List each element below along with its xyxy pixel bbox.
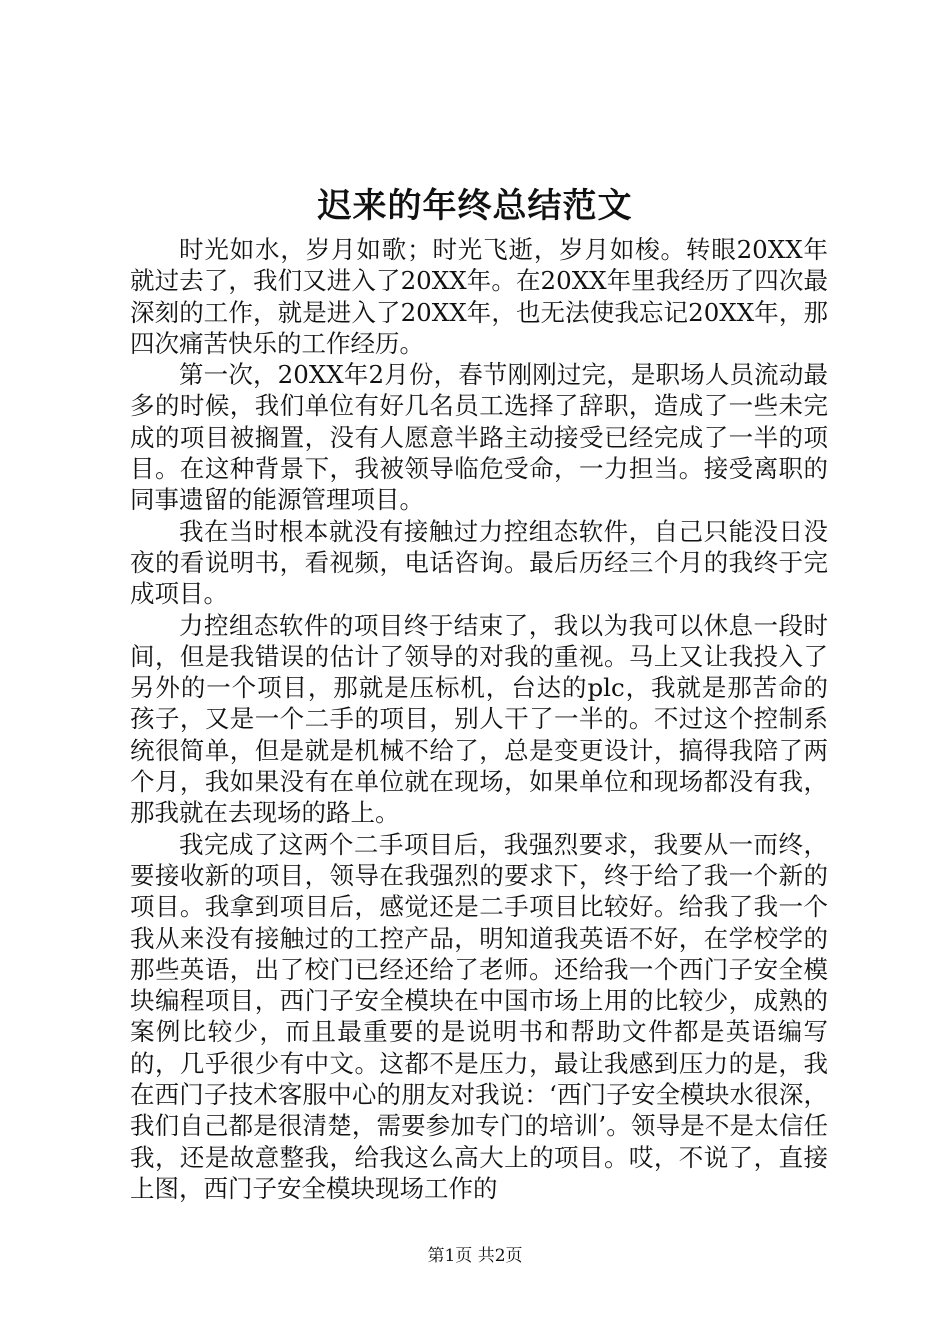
paragraph-4: 力控组态软件的项目终于结束了，我以为我可以休息一段时间，但是我错误的估计了领导的对我的重视。马上又让我投入了另外的一个项目，那就是压标机，台达的plc，我就是那苦命的孩子，又是一个二手的项目，别人干了一半的。不过这个控制系统很简单，但是就是机械不给了，总是变更设计，搞得我陪了两个月，我如果没有在单位就在现场，如果单位和现场都没有我，那我就在去现场的路上。 <box>130 610 828 828</box>
page-number-footer: 第1页 共2页 <box>427 1246 523 1266</box>
paragraph-5: 我完成了这两个二手项目后，我强烈要求，我要从一而终，要接收新的项目，领导在我强烈的要求下，终于给了我一个新的项目。我拿到项目后，感觉还是二手项目比较好。给我了我一个我从来没有接触过的工控产品，明知道我英语不好，在学校学的那些英语，出了校门已经还给了老师。还给我一个西门子安全模块编程项目，西门子安全模块在中国市场上用的比较少，成熟的案例比较少，而且最重要的是说明书和帮助文件都是英语编写的，几乎很少有中文。这都不是压力，最让我感到压力的是，我在西门子技术客服中心的朋友对我说：‘西门子安全模块水很深，我们自己都是很清楚，需要参加专门的培训’。领导是不是太信任我，还是故意整我，给我这么高大上的项目。哎，不说了，直接上图，西门子安全模块现场工作的 <box>130 829 828 1203</box>
document-body <box>130 234 828 1204</box>
document-title: 迟来的年终总结范文 <box>317 186 633 226</box>
paragraph-3: 我在当时根本就没有接触过力控组态软件，自己只能没日没夜的看说明书，看视频，电话咨询。最后历经三个月的我终于完成项目。 <box>130 516 828 609</box>
paragraph-1: 时光如水，岁月如歌；时光飞逝，岁月如梭。转眼20XX年就过去了，我们又进入了20XX年。在20XX年里我经历了四次最深刻的工作，就是进入了20XX年，也无法使我忘记20XX年，那四次痛苦快乐的工作经历。 <box>130 235 828 358</box>
paragraph-2: 第一次，20XX年2月份，春节刚刚过完，是职场人员流动最多的时候，我们单位有好几名员工选择了辞职，造成了一些未完成的项目被搁置，没有人愿意半路主动接受已经完成了一半的项目。在这种背景下，我被领导临危受命，一力担当。接受离职的同事遗留的能源管理项目。 <box>130 360 828 515</box>
